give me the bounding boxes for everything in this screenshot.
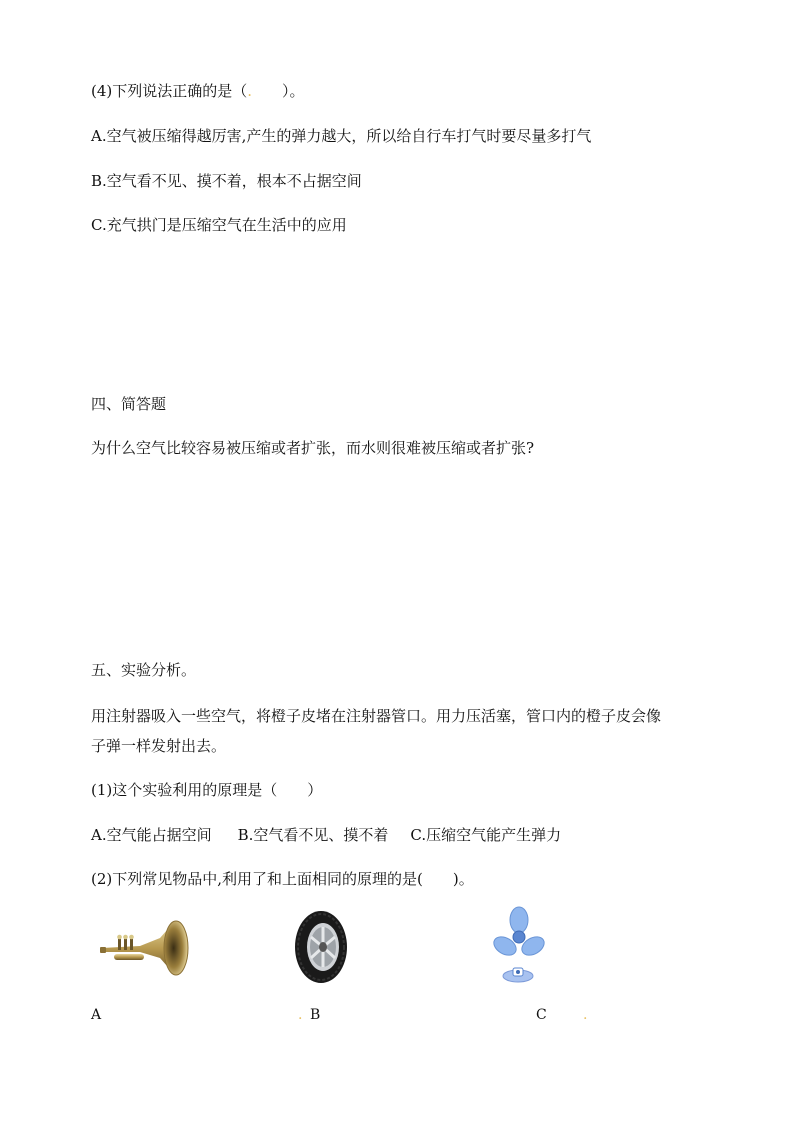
q1-option-b: B.空气看不见、摸不着 xyxy=(237,826,389,844)
trumpet-icon xyxy=(100,914,192,982)
q1-option-c: C.压缩空气能产生弹力 xyxy=(410,826,562,844)
q4-stem xyxy=(91,81,305,101)
q4-stem-dot: . xyxy=(247,82,253,100)
section5-intro-line1: 用注射器吸入一些空气，将橙子皮堵在注射器管口。用力压活塞，管口内的橙子皮会像 xyxy=(91,707,662,725)
q1-option-a: A.空气能占据空间 xyxy=(91,826,212,844)
image-caption-b-mark: . xyxy=(298,1007,303,1023)
q2-stem: (2)下列常见物品中,利用了和上面相同的原理的是( )。 xyxy=(91,870,474,888)
image-caption-a: A xyxy=(91,1007,102,1023)
section4-heading: 四、简答题 xyxy=(91,395,167,413)
section5-heading: 五、实验分析。 xyxy=(91,661,197,679)
image-caption-b: B xyxy=(310,1007,321,1023)
q4-stem-end: ）。 xyxy=(252,82,305,100)
q4-option-b: B.空气看不见、摸不着，根本不占据空间 xyxy=(91,172,362,190)
q4-option-a: A.空气被压缩得越厉害,产生的弹力越大，所以给自行车打气时要尽量多打气 xyxy=(91,127,592,145)
q4-option-c: C.充气拱门是压缩空气在生活中的应用 xyxy=(91,216,347,234)
fan-icon xyxy=(492,906,546,988)
q1-stem: (1)这个实验利用的原理是（ ） xyxy=(91,781,323,799)
image-caption-c: C xyxy=(536,1007,547,1023)
q1-options xyxy=(91,825,561,845)
image-caption-c-mark: . xyxy=(583,1007,588,1023)
tire-icon xyxy=(293,910,349,984)
q4-stem-text: (4)下列说法正确的是（ xyxy=(91,82,248,100)
section4-question: 为什么空气比较容易被压缩或者扩张，而水则很难被压缩或者扩张? xyxy=(91,439,535,457)
section5-intro-line2: 子弹一样发射出去。 xyxy=(91,737,227,755)
